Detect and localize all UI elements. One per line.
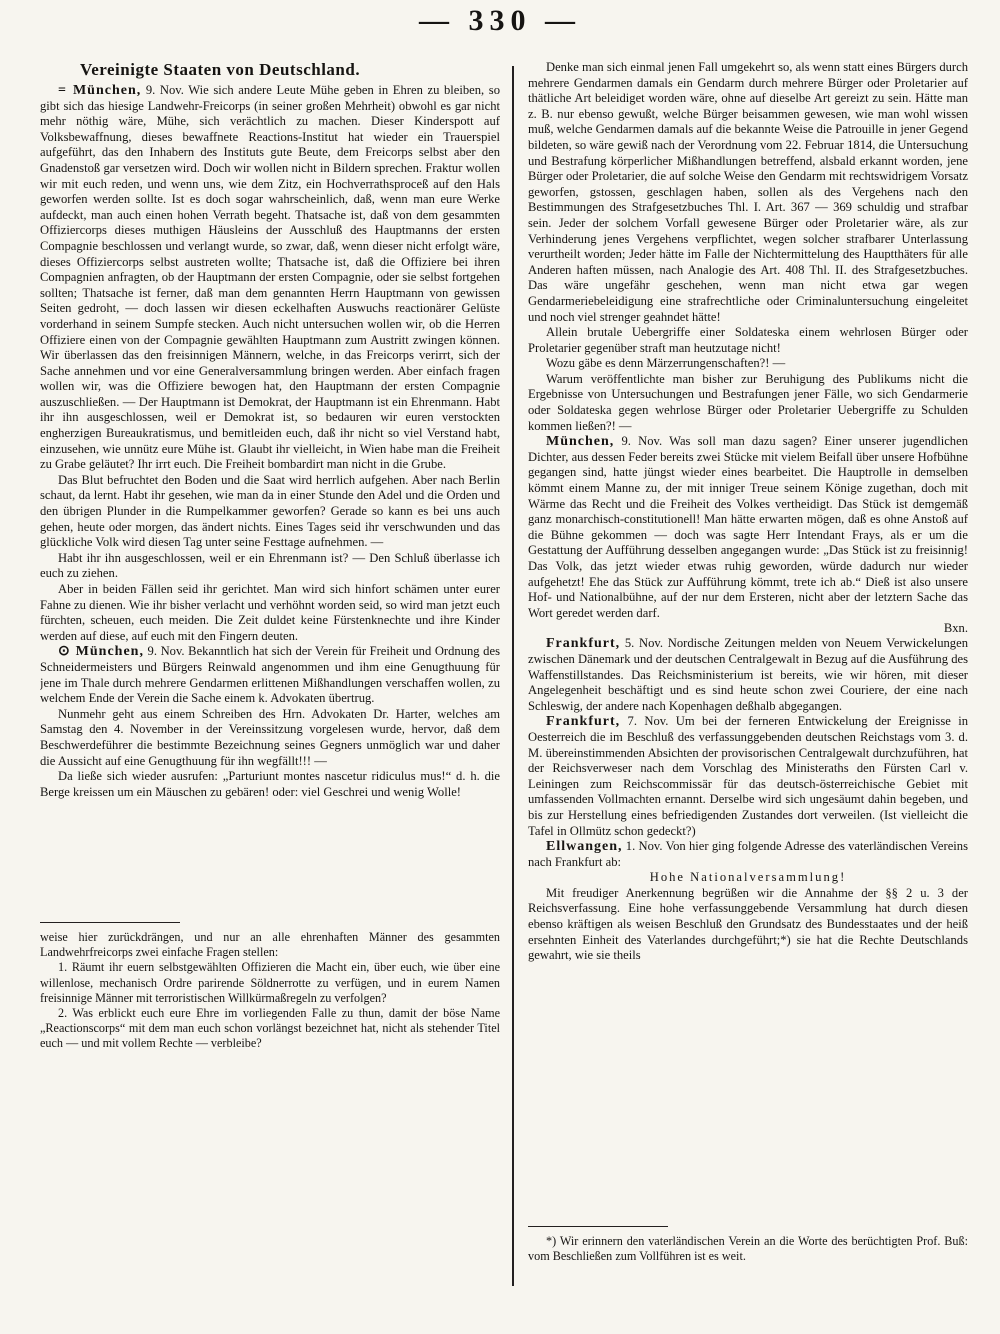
dateline: Ellwangen, — [546, 839, 623, 855]
left-footnote — [40, 930, 500, 1310]
section-heading: Vereinigte Staaten von Deutschland. — [80, 60, 361, 79]
paragraph-text: Nunmehr geht aus einem Schreiben des Hrn. Advokaten Dr. Harter, welches am Samstag den 4. November in der Vereinssitzung vorgelesen wurde, hervor, daß dem Beschwerdeführer die bestimmte Bezeichnung seines Gegners unmöglich war und daher die Aussicht auf eine Genugthuung für ihn wegfällt!!! — — [40, 706, 500, 768]
address-text: Mit freudiger Anerkennung begrüßen wir die Annahme der §§ 2 u. 3 der Reichsverfassung. Eine hohe verfassunggebende Versammlung hat durch diesen ebenso kräftigen als weisen Beschluß den Grundsatz des Bundesstaates und der heiß ersehnten Einheit des Vaterlandes durchgeführt;*) sie hat die Rechte Deutschlands gewahrt, wie sie theils — [528, 885, 968, 963]
dateline: Frankfurt, — [546, 636, 621, 652]
footnote-rule — [528, 1226, 668, 1227]
paragraph-text: Wozu gäbe es denn Märzerrungenschaften?! — — [546, 356, 786, 371]
paragraph-text: Da ließe sich wieder ausrufen: „Parturiunt montes nascetur ridiculus mus!“ d. h. die Berge kreissen um ein Mäuschen zu gebären! oder: viel Geschrei und wenig Wolle! — [40, 769, 500, 799]
footnote-paragraph: weise hier zurückdrängen, und nur an alle ehrenhaften Männer des gesammten Landwehrfreicorps zwei einfache Fragen stellen: — [40, 930, 500, 960]
paragraph-text: Habt ihr ihn ausgeschlossen, weil er ein Ehrenmann ist? — Den Schluß überlasse ich euch zu ziehen. — [40, 550, 500, 581]
article-paragraph — [528, 714, 968, 839]
page-number: — 330 — — [419, 4, 581, 37]
paragraph-text: Warum veröffentlichte man bisher zur Beruhigung des Publikums nicht die Ergebnisse von Untersuchungen und Bestrafungen jener Fälle, wo sich Gendarmerie oder Soldateska gegen wehrlose Bürger oder Proletarier Uebergriffe zu Schulden kommen ließen?! — — [528, 371, 968, 433]
article-paragraph — [40, 644, 500, 706]
footnote-rule — [40, 922, 180, 923]
footnote-paragraph: 1. Räumt ihr euern selbstgewählten Offizieren die Macht ein, über euch, wie über eine willenlose, mechanisch Ordre parirende Söldnerrotte zu verfügen, und in eurem Namen freisinnige Männer mit terroristischen Willkürmaßregeln zu verfolgen? — [40, 960, 500, 1005]
article-paragraph — [40, 707, 500, 769]
paragraph-text: 5. Nov. Nordische Zeitungen melden von Neuem Verwickelungen zwischen Dänemark und der deutschen Centralgewalt in Bezug auf die Ausführung des Waffenstillstandes. Das Reichsministerium ist bereits, wie wir hören, mit dieser Angelegenheit beschäftigt und es sind heute schon zwei Couriere, der eine nach Schleswig, der andere nach Kopenhagen deßhalb abgegangen. — [528, 636, 968, 713]
paragraph-text: Das Blut befruchtet den Boden und die Saat wird herrlich aufgehen. Aber nach Berlin schaut, da lernt. Habt ihr gesehen, wie man da in einer Stunde den Adel und die Orden und den übrigen Plunder in die Rumpelkammer geworfen? Gerade so kann es bei uns auch gehen, heute oder morgen, das ändert nichts. Eines Tages seid ihr verschwunden und das glückliche Volk wird diesen Tag unter seine Festtage aufnehmen. — — [40, 472, 500, 550]
article-paragraph — [40, 83, 500, 473]
paragraph-text: Allein brutale Uebergriffe einer Soldateska einem wehrlosen Bürger oder Proletarier gegenüber straft man heutzutage nicht! — [528, 325, 968, 355]
footnote-paragraph: 2. Was erblickt euch eure Ehre im vorliegenden Falle zu thun, damit der böse Name „Reactionscorps“ mit dem man euch schon vorlängst bezeichnet hat, nicht als stehender Titel euch — und mit vollem Rechte — verbleibe? — [40, 1006, 500, 1051]
right-column — [528, 60, 968, 1312]
dateline: München, — [546, 434, 615, 450]
paragraph-text: 9. Nov. Wie sich andere Leute Mühe geben in Ehren zu bleiben, so gibt sich das hiesige Landwehr-Freicorps (in seiner großen Mehrheit) obwohl es gar nicht mehr nöthig wäre, Mühe, sich verächtlich zu machen. Dieser Kinderspott auf Volksbewaffnung, dieses bewaffnete Reactions-Institut hat wieder ein Trauerspiel aufgeführt, das den Inhabern des Instituts gute Beute, dem Freicorps selbst aber den Gnadenstoß gar versetzen wird. Doch wir wollen nicht in Bildern sprechen. Fraktur wollen wir mit euch reden, und wenn uns, wie dem Zitz, ein Hochverrathsproceß auf den Hals geworfen werden sollte. Ist es doch sogar wahrscheinlich, daß, wenn man eure Werke aufdeckt, man auch einen hohen Verrath begeht. Thatsache ist, daß von dem gesammten Offiziercorps dieses muthigen Häusleins der Ausschluß des Hauptmanns der ersten Compagnie beschlossen und verlangt wurde, so zwar, daß, wenn dieser nicht erfolgt wäre, dieses Offiziercorps selbst austreten wollte; Thatsache ist, daß die Offiziere bei ihren Compagnien anfragten, ob der Hauptmann der ersten Compagnie, oder sie selbst fortgehen sollten; Thatsache ist ferner, daß man dem genannten Herrn Hauptmann von gewissen Seiten gedroht, — doch lassen wir diesen eckelhaften Auswuchs reactionärer Gelüste vorderhand in seinem Sumpfe stecken. Auch nicht untersuchen wollen wir, ob die Herren Offiziere einen von der Compagnie gewählten Hauptmann zum Austritt zwingen können. Wir überlassen das den freisinnigen Männern, welche, in das Freicorps verirrt, sich der Sache annehmen und vor eine Generalversammlung bringen werden. Aber einfach fragen wollen wir, was die Offiziere bewogen hat, den Hauptmann der ersten Compagnie auszuschließen. — Der Hauptmann ist Demokrat, der Hauptmann ist ein Ehrenmann. Habt ihr ihn ausgeschlossen, weil er Demokrat ist, so bedauren wir euren verstockten engherzigen Bureaukratismus, und bemitleiden euch, daß ihr nicht so viel Verstand habt, einzusehen, wie unnütz eure Mühe ist. Glaubt ihr vielleicht, in Wien habe man die Freiheit zu Grabe geläutet? Ihr irrt euch. Die Freiheit bombardirt man nicht in die Grube. — [40, 83, 500, 472]
paragraph-text: Aber in beiden Fällen seid ihr gerichtet. Man wird sich hinfort schämen unter eurer Fahne zu dienen. Wie ihr bisher verlacht und verhöhnt worden seid, so wird man jetzt euch fürchten, scheuen, euch meiden. Die Zeit duldet keine Fürstenknechte und ihre Kinder werden auf diese, auf euch mit den Fingern deuten. — [40, 582, 500, 643]
dateline: = München, — [58, 83, 142, 98]
paragraph-text: 1. Nov. Von hier ging folgende Adresse des vaterländischen Vereins nach Frankfurt ab: — [528, 839, 968, 869]
article-paragraph — [40, 473, 500, 551]
paragraph-text: 9. Nov. Bekanntlich hat sich der Verein für Freiheit und Ordnung des Schneidermeisters und Bürgers Reinwald angenommen und ihm eine Genugthuung für jene im Thale durch mehrere Gendarmen erlittenen Mißhandlungen verschaffen wollen, zu welchem Ende der Verein die Sache einem k. Advokaten übertrug. — [40, 644, 500, 706]
paragraph-text: 7. Nov. Um bei der ferneren Entwickelung der Ereignisse in Oesterreich die im Beschluß des verfassunggebenden deutschen Reichstags vom 3. d. M. übereinstimmenden Absichten der provisorischen Centralgewalt durchzuführen, hat der Reichsverweser nach dem Vorschlag des Ministeraths den Fürsten Carl v. Leiningen zum Reichscommissär für das deutsch-österreichische Gebiet mit umfassenden Vollmachten ernannt. Derselbe wird sich ungesäumt dahin begeben, und bis zur Herstellung eines befriedigenden Zustandes dort verweilen. (Ist vielleicht die Tafel in Ollmütz schon gedeckt?) — [528, 714, 968, 838]
footnote-paragraph: *) Wir erinnern den vaterländischen Verein an die Worte des berüchtigten Prof. Buß: vom Beschließen zum Vollführen ist es weit. — [528, 1234, 968, 1264]
paragraph-text: 9. Nov. Was soll man dazu sagen? Einer unserer jugendlichen Dichter, aus dessen Feder bereits zwei Stücke mit vielem Beifall über unsere Hofbühne gegangen sind, hatte jüngst wieder eines bearbeitet. Die Hauptrolle in demselben kömmt einem Manne zu, der mit inniger Treue seinem Könige zugethan, doch mit Wärme das Recht und die Freiheit des Volkes vertheidigt. Das Stück ist demgemäß ganz monarchisch-constitutionell! Man hätte erwarten mögen, daß es ohne Anstoß auf die Bühne gekommen — doch was sagte Herr Intendant Frays, als er um die Gestattung der Aufführung desselben angegangen wurde: „Das Stück ist zu freisinnig! Das Volk, das jetzt wieder etwas ruhig geworden, würde dadurch nur wieder aufgehetzt! Ehe das Stück zur Aufführung kömmt, trete ich ab.“ Dieß ist also unsere Hof- und Nationalbühne, auf der nur dem Ersteren, nicht aber der letztern Sache das Wort geredet werden darf. — [528, 434, 968, 620]
article-paragraph — [528, 60, 968, 325]
article-paragraph — [528, 325, 968, 356]
article-paragraph — [40, 769, 500, 800]
left-column — [40, 60, 500, 922]
author-signature: Bxn. — [943, 621, 968, 636]
article-paragraph — [528, 356, 968, 372]
article-paragraph — [528, 839, 968, 870]
article-paragraph — [528, 372, 968, 434]
dateline: Frankfurt, — [546, 714, 621, 730]
article-paragraph — [528, 636, 968, 714]
article-paragraph — [528, 434, 968, 621]
article-paragraph — [40, 551, 500, 582]
column-divider — [512, 66, 514, 1286]
right-footnote — [528, 1234, 968, 1314]
article-paragraph — [40, 582, 500, 644]
address-heading: Hohe Nationalversammlung! — [649, 870, 847, 885]
paragraph-text: Denke man sich einmal jenen Fall umgekehrt so, als wenn statt eines Bürgers durch mehrere Gendarmen damals ein Gendarm durch mehrere Bürger oder Proletarier auf thätliche Art beleidiget worden wäre, ohne auf dieselbe Art gereizt zu sein. Hätte man z. B. nur ebenso gewußt, welche Bürger beisammen gewesen, wie man wohl wissen muß, welche Gendarmen damals auf die bekannte Weise die Patrouille in jener Gegend bildeten, so wäre gewiß nach der Verordnung vom 22. Februar 1814, die Untersuchung und Bestrafung körperlicher Mißhandlungen betreffend, alsbald erkannt worden, jene Bürger oder Proletarier, die auf solche Weise den Gendarm mit rechtswidrigem Vorsatz geworfen, gstossen, geschlagen haben, sollen als des Vergehens nach den Bestimmungen des Strafgesetzbuches Thl. I. Art. 367 — 369 schuldig und strafbar sein. Jeder der solchem Vorfall gewesene Bürger oder Proletarier wäre, als zur Verhinderung jenes Vergehens verpflichtet, wegen solcher strafbarer Unterlassung verurtheilt worden; Jeder hätte im Falle der Nichtermittelung des Hauptthäters für alle Anderen haften müssen, nach Analogie des Art. 408 Thl. II. des Strafgesetzbuches. Das wäre ungefähr geschehen, wenn man nicht etwa gar wegen Gendarmeriebeleidigung eine strafrechtliche oder Criminaluntersuchung eingeleitet und noch viel strenger geahndet hätte! — [528, 60, 968, 324]
dateline: ⊙ München, — [58, 644, 144, 660]
